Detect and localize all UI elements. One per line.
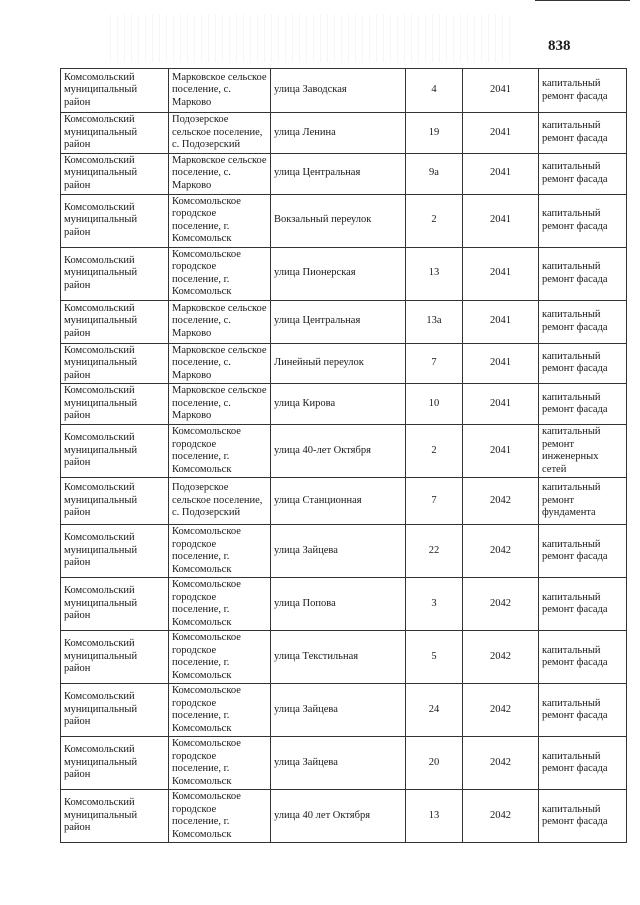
year-cell: 2042 [463,631,539,684]
settlement-cell: Марковское сельское поселение, с. Марково [169,69,271,113]
settlement-cell: Комсомольское городское поселение, г. Комсомольск [169,578,271,631]
house-number-cell: 13а [406,300,463,343]
street-cell: улица Станционная [271,478,406,525]
house-number-cell: 10 [406,384,463,425]
house-number-cell: 24 [406,684,463,737]
table-row [61,194,627,247]
work-type-cell: капитальный ремонт фасада [539,525,627,578]
year-cell: 2041 [463,247,539,300]
street-cell: улица Попова [271,578,406,631]
street-cell: улица Зайцева [271,684,406,737]
district-cell: Комсомольский муниципальный район [61,425,169,478]
settlement-cell: Комсомольское городское поселение, г. Комсомольск [169,631,271,684]
house-number-cell: 20 [406,737,463,790]
table-row [61,384,627,425]
settlement-cell: Подозерское сельское поселение, с. Подозерский [169,478,271,525]
settlement-cell: Марковское сельское поселение, с. Марково [169,153,271,194]
table-row [61,153,627,194]
street-cell: улица Центральная [271,153,406,194]
district-cell: Комсомольский муниципальный район [61,525,169,578]
district-cell: Комсомольский муниципальный район [61,153,169,194]
year-cell: 2041 [463,343,539,384]
work-type-cell: капитальный ремонт фасада [539,578,627,631]
house-number-cell: 2 [406,194,463,247]
settlement-cell: Подозерское сельское поселение, с. Подозерский [169,113,271,154]
table-row [61,113,627,154]
table-row [61,69,627,113]
scan-edge-line [535,0,630,1]
settlement-cell: Комсомольское городское поселение, г. Комсомольск [169,194,271,247]
year-cell: 2041 [463,300,539,343]
table-row [61,790,627,843]
table-row [61,300,627,343]
work-type-cell: капитальный ремонт фасада [539,790,627,843]
housing-repair-table [60,68,627,843]
district-cell: Комсомольский муниципальный район [61,113,169,154]
district-cell: Комсомольский муниципальный район [61,194,169,247]
house-number-cell: 4 [406,69,463,113]
district-cell: Комсомольский муниципальный район [61,684,169,737]
house-number-cell: 13 [406,247,463,300]
street-cell: улица Кирова [271,384,406,425]
year-cell: 2042 [463,790,539,843]
table-row [61,684,627,737]
street-cell: улица Зайцева [271,525,406,578]
settlement-cell: Комсомольское городское поселение, г. Комсомольск [169,684,271,737]
house-number-cell: 9а [406,153,463,194]
year-cell: 2041 [463,384,539,425]
district-cell: Комсомольский муниципальный район [61,631,169,684]
settlement-cell: Марковское сельское поселение, с. Марково [169,300,271,343]
table-row [61,737,627,790]
district-cell: Комсомольский муниципальный район [61,790,169,843]
table-row [61,525,627,578]
work-type-cell: капитальный ремонт фасада [539,69,627,113]
district-cell: Комсомольский муниципальный район [61,69,169,113]
house-number-cell: 7 [406,478,463,525]
work-type-cell: капитальный ремонт фасада [539,631,627,684]
work-type-cell: капитальный ремонт инженерных сетей [539,425,627,478]
settlement-cell: Комсомольское городское поселение, г. Комсомольск [169,525,271,578]
work-type-cell: капитальный ремонт фасада [539,113,627,154]
year-cell: 2042 [463,684,539,737]
table-row [61,343,627,384]
work-type-cell: капитальный ремонт фасада [539,247,627,300]
work-type-cell: капитальный ремонт фундамента [539,478,627,525]
work-type-cell: капитальный ремонт фасада [539,384,627,425]
street-cell: улица 40-лет Октября [271,425,406,478]
house-number-cell: 19 [406,113,463,154]
street-cell: улица Текстильная [271,631,406,684]
street-cell: улица Ленина [271,113,406,154]
settlement-cell: Комсомольское городское поселение, г. Комсомольск [169,425,271,478]
scan-noise [110,14,510,62]
district-cell: Комсомольский муниципальный район [61,737,169,790]
district-cell: Комсомольский муниципальный район [61,384,169,425]
district-cell: Комсомольский муниципальный район [61,578,169,631]
house-number-cell: 3 [406,578,463,631]
year-cell: 2042 [463,737,539,790]
street-cell: улица Пионерская [271,247,406,300]
work-type-cell: капитальный ремонт фасада [539,684,627,737]
district-cell: Комсомольский муниципальный район [61,300,169,343]
settlement-cell: Марковское сельское поселение, с. Марково [169,384,271,425]
year-cell: 2042 [463,478,539,525]
settlement-cell: Комсомольское городское поселение, г. Комсомольск [169,737,271,790]
year-cell: 2042 [463,525,539,578]
street-cell: Вокзальный переулок [271,194,406,247]
house-number-cell: 5 [406,631,463,684]
work-type-cell: капитальный ремонт фасада [539,194,627,247]
table-row [61,631,627,684]
street-cell: улица Центральная [271,300,406,343]
street-cell: Линейный переулок [271,343,406,384]
house-number-cell: 7 [406,343,463,384]
house-number-cell: 2 [406,425,463,478]
settlement-cell: Марковское сельское поселение, с. Марково [169,343,271,384]
house-number-cell: 22 [406,525,463,578]
year-cell: 2041 [463,425,539,478]
settlement-cell: Комсомольское городское поселение, г. Комсомольск [169,247,271,300]
district-cell: Комсомольский муниципальный район [61,343,169,384]
district-cell: Комсомольский муниципальный район [61,247,169,300]
settlement-cell: Комсомольское городское поселение, г. Комсомольск [169,790,271,843]
house-number-cell: 13 [406,790,463,843]
street-cell: улица 40 лет Октября [271,790,406,843]
table-row [61,578,627,631]
work-type-cell: капитальный ремонт фасада [539,343,627,384]
work-type-cell: капитальный ремонт фасада [539,737,627,790]
table-row [61,247,627,300]
year-cell: 2042 [463,578,539,631]
year-cell: 2041 [463,113,539,154]
year-cell: 2041 [463,194,539,247]
work-type-cell: капитальный ремонт фасада [539,300,627,343]
page-number: 838 [548,38,571,54]
district-cell: Комсомольский муниципальный район [61,478,169,525]
year-cell: 2041 [463,153,539,194]
table-row [61,425,627,478]
year-cell: 2041 [463,69,539,113]
street-cell: улица Зайцева [271,737,406,790]
street-cell: улица Заводская [271,69,406,113]
work-type-cell: капитальный ремонт фасада [539,153,627,194]
table-row [61,478,627,525]
